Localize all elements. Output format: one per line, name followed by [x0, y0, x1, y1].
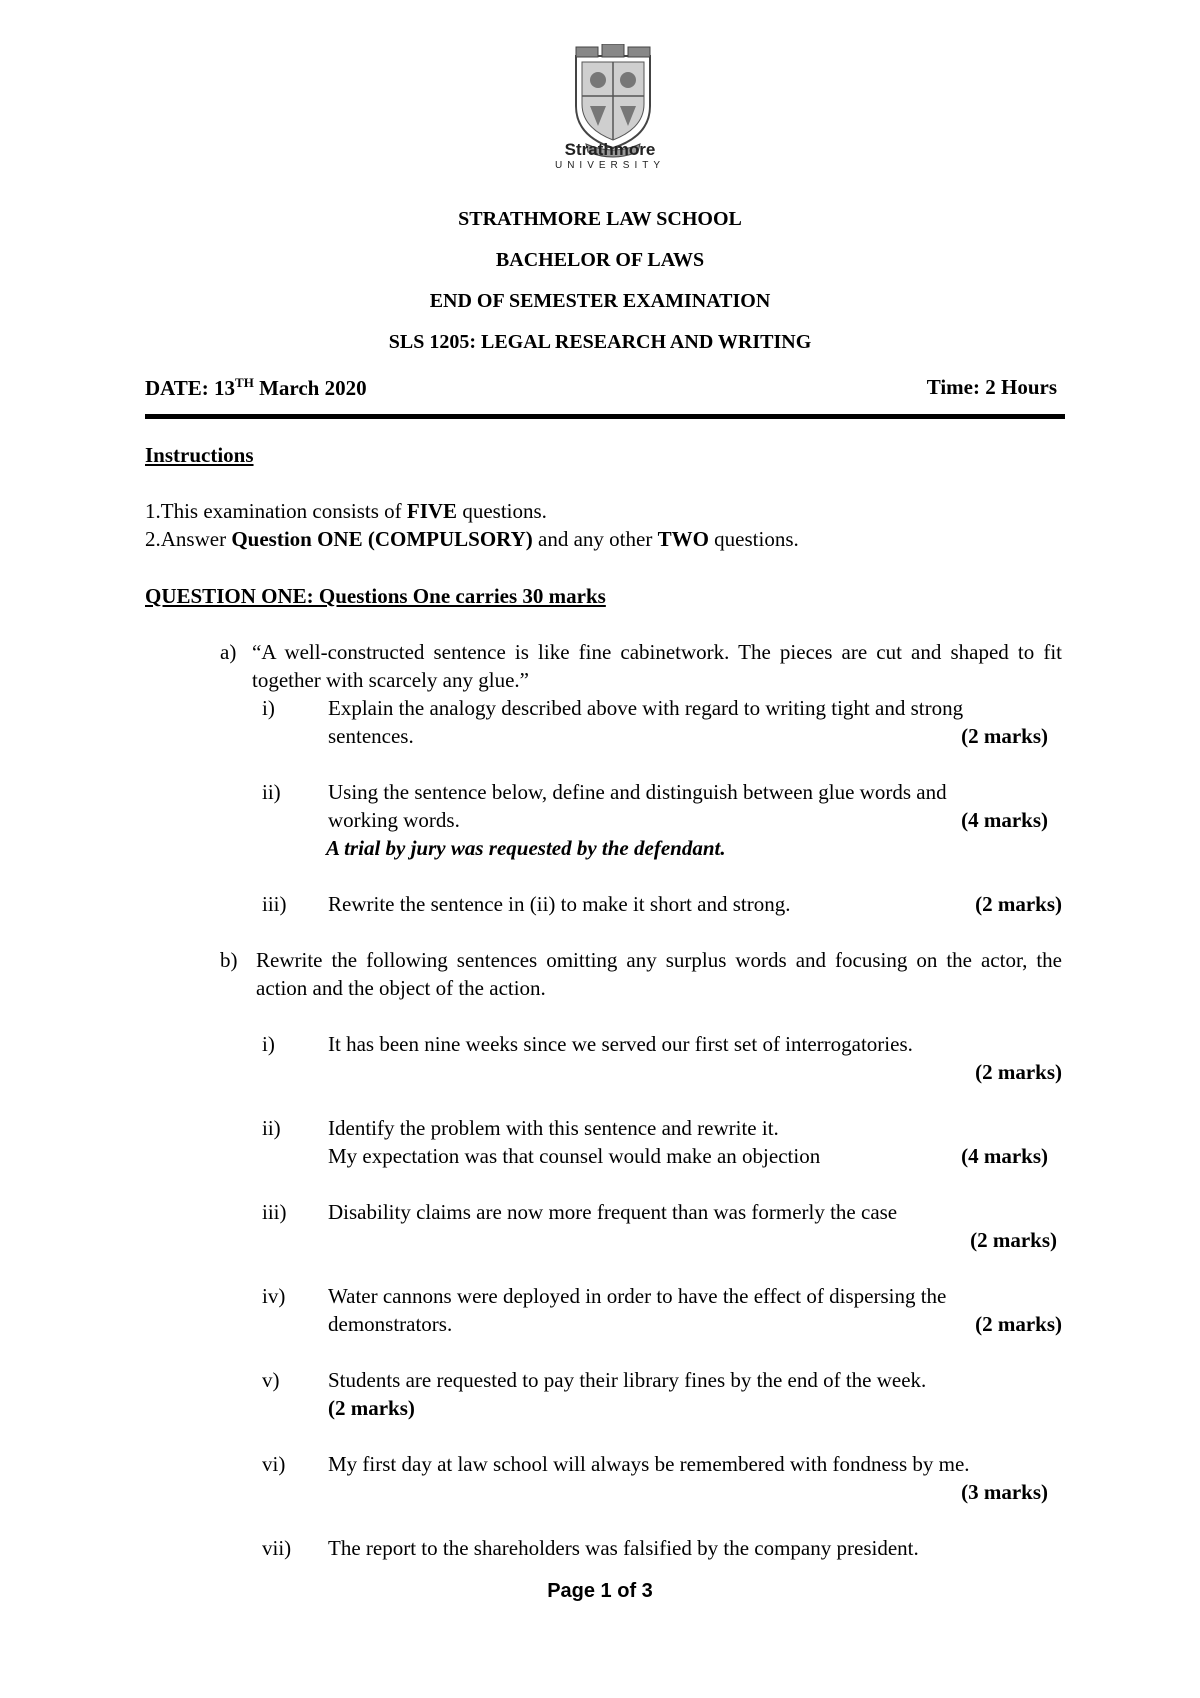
b-iv-number: iv) [262, 1284, 286, 1308]
b-i-text: It has been nine weeks since we served our first set of interrogatories. [328, 1032, 913, 1056]
instructions-title: Instructions [145, 443, 254, 467]
a-iii-number: iii) [262, 892, 287, 916]
b-ii-marks: (4 marks) [961, 1144, 1048, 1168]
page-number: Page 1 of 3 [547, 1580, 653, 1602]
b-vii-text: The report to the shareholders was falsified by the company president. [328, 1536, 919, 1560]
header-divider [145, 414, 1065, 419]
a-i-number: i) [262, 696, 275, 720]
b-ii-text-line1: Identify the problem with this sentence and rewrite it. [328, 1116, 779, 1140]
exam-date: DATE: 13TH March 2020 [145, 375, 367, 400]
a-ii-marks: (4 marks) [961, 808, 1048, 832]
b-iv-text-line2: demonstrators. [328, 1312, 453, 1336]
b-iii-number: iii) [262, 1200, 287, 1224]
a-iii-marks: (2 marks) [975, 892, 1062, 916]
logo-wordmark: Strathmore [564, 140, 656, 159]
a-i-marks: (2 marks) [961, 724, 1048, 748]
a-ii-text-line1: Using the sentence below, define and distinguish between glue words and [328, 780, 947, 804]
b-vi-marks: (3 marks) [961, 1480, 1048, 1504]
b-iv-text-line1: Water cannons were deployed in order to have the effect of dispersing the [328, 1284, 947, 1308]
b-v-marks: (2 marks) [328, 1396, 415, 1420]
a-ii-text-line2: working words. [328, 808, 460, 832]
a-ii-example-sentence: A trial by jury was requested by the defendant. [326, 836, 726, 860]
b-ii-number: ii) [262, 1116, 281, 1140]
b-iv-marks: (2 marks) [975, 1312, 1062, 1336]
instruction-2: 2.Answer Question ONE (COMPULSORY) and any other TWO questions. [145, 527, 799, 551]
a-i-text-line1: Explain the analogy described above with regard to writing tight and strong [328, 696, 964, 720]
b-v-number: v) [262, 1368, 280, 1392]
part-b-text: Rewrite the following sentences omitting any surplus words and focusing on the actor, the action and the object of the action. [256, 948, 1062, 1000]
exam-name: END OF SEMESTER EXAMINATION [429, 290, 771, 312]
a-ii-number: ii) [262, 780, 281, 804]
b-ii-text-line2: My expectation was that counsel would make an objection [328, 1144, 821, 1168]
degree-name: BACHELOR OF LAWS [495, 249, 705, 271]
b-v-text: Students are requested to pay their library fines by the end of the week. [328, 1368, 927, 1392]
part-a-quote: “A well-constructed sentence is like fine cabinetwork. The pieces are cut and shaped to fit together with scarcely any glue.” [252, 640, 1062, 692]
b-i-marks: (2 marks) [975, 1060, 1062, 1084]
question-one-title: QUESTION ONE: Questions One carries 30 marks [145, 584, 606, 608]
b-vii-number: vii) [262, 1536, 292, 1560]
part-a-label: a) [220, 640, 237, 664]
b-iii-marks: (2 marks) [970, 1228, 1057, 1252]
a-i-text-line2: sentences. [328, 724, 414, 748]
course-title: SLS 1205: LEGAL RESEARCH AND WRITING [388, 331, 812, 353]
b-i-number: i) [262, 1032, 275, 1056]
b-vi-text: My first day at law school will always be remembered with fondness by me. [328, 1452, 970, 1476]
part-b-label: b) [220, 948, 238, 972]
school-name: STRATHMORE LAW SCHOOL [458, 208, 742, 230]
exam-time: Time: 2 Hours [926, 375, 1057, 399]
a-iii-text: Rewrite the sentence in (ii) to make it short and strong. [328, 892, 791, 916]
instruction-1: 1.This examination consists of FIVE questions. [145, 499, 547, 523]
logo-subtitle: UNIVERSITY [554, 160, 665, 171]
b-vi-number: vi) [262, 1452, 286, 1476]
b-iii-text: Disability claims are now more frequent than was formerly the case [328, 1200, 898, 1224]
